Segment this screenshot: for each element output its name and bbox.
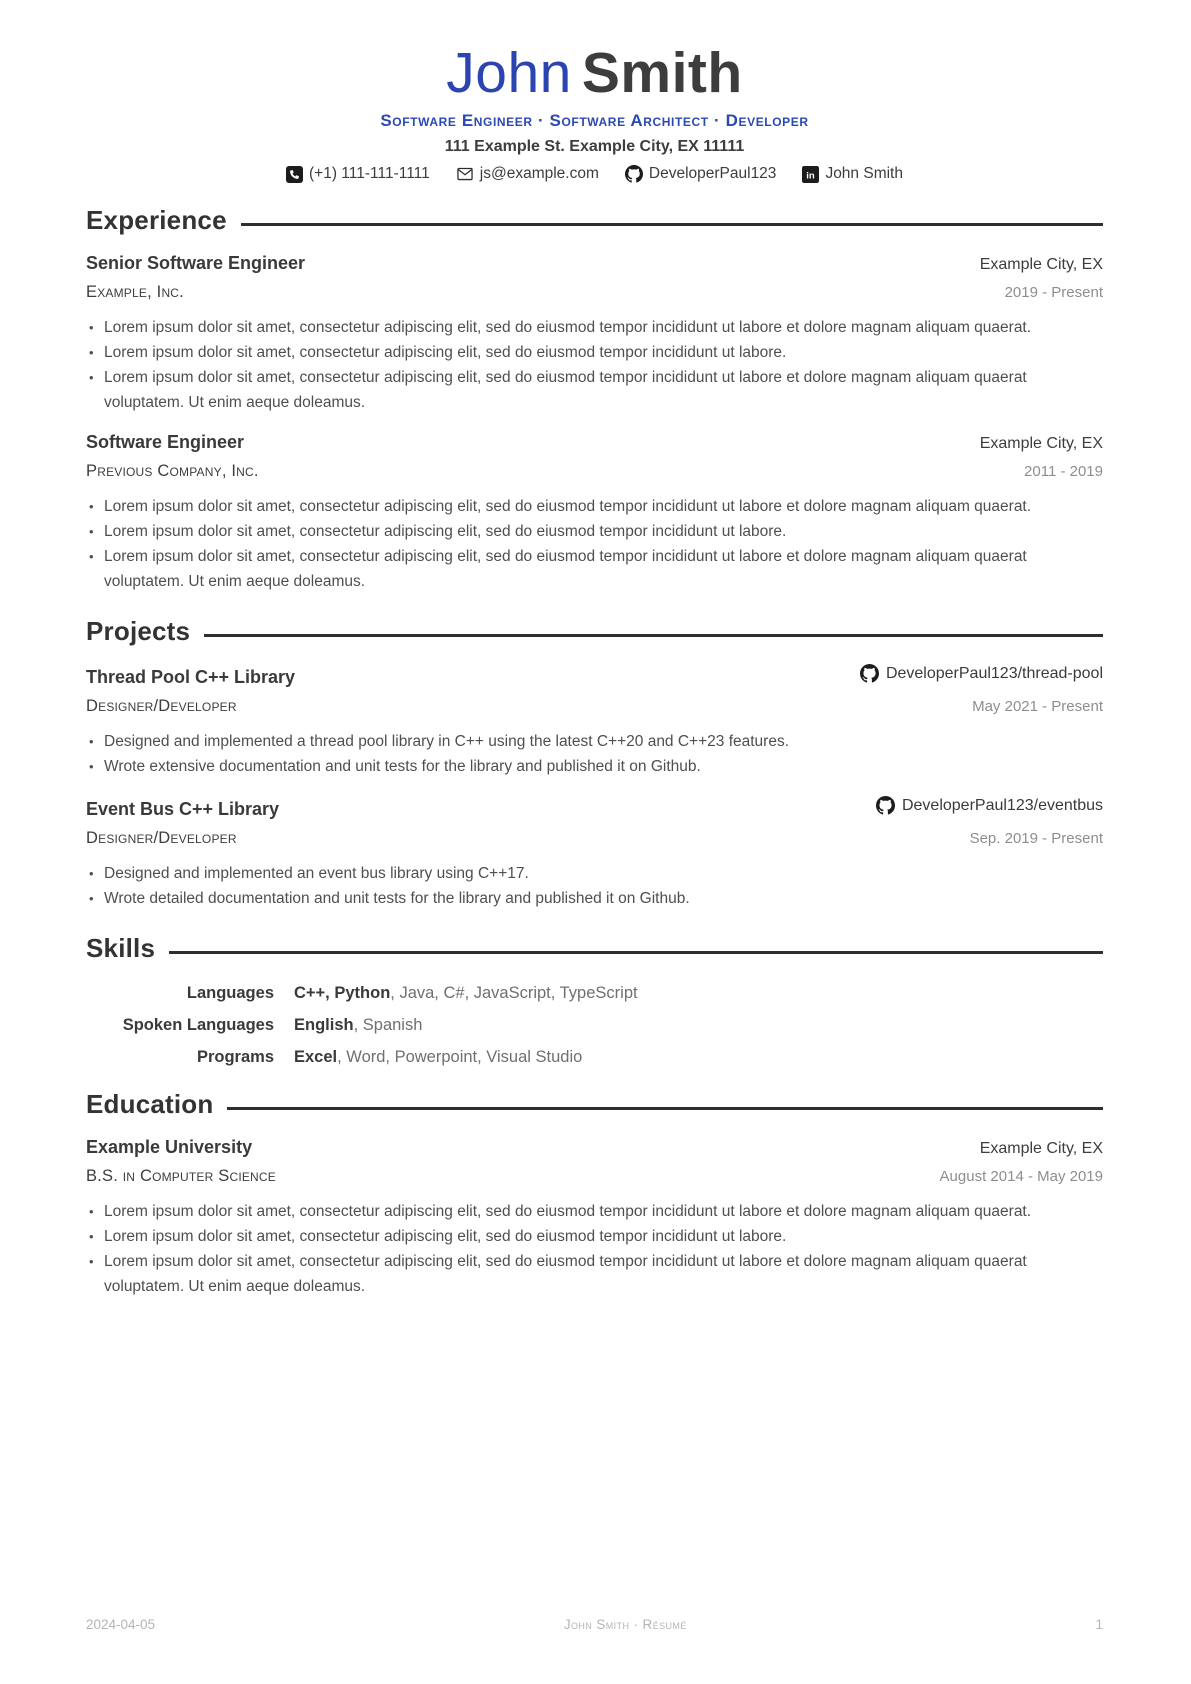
skill-category-label: Spoken Languages [122, 1016, 274, 1035]
skill-values [294, 984, 1103, 1003]
bullet-list [86, 729, 1103, 779]
skill-strong: English [294, 1016, 354, 1035]
skill-rest: , Word, Powerpoint, Visual Studio [337, 1048, 583, 1067]
bullet-item: • Designed and implemented an event bus library using C++17. [86, 861, 1103, 886]
company-name: Previous Company, Inc. [86, 462, 259, 481]
linkedin-icon [802, 166, 819, 183]
linkedin-profile-link[interactable] [802, 165, 903, 183]
github-username: DeveloperPaul123 [648, 165, 777, 183]
section-rule [241, 223, 1103, 226]
footer-page-number: 1 [1095, 1617, 1103, 1632]
skill-category-label: Programs [196, 1048, 274, 1067]
project-role: Designer/Developer [86, 829, 237, 848]
bullet-item: • Lorem ipsum dolor sit amet, consectetur adipiscing elit, sed do eiusmod tempor incididunt ut labore. [86, 340, 1103, 365]
bullet-list [86, 1199, 1103, 1299]
project-dates: May 2021 - Present [972, 698, 1103, 716]
education-heading [86, 1089, 1103, 1120]
email-address: js@example.com [479, 165, 599, 183]
section-rule [204, 634, 1103, 637]
bullet-item: • Lorem ipsum dolor sit amet, consectetur adipiscing elit, sed do eiusmod tempor incididunt ut labore et dolore magnam aliquam quaerat. [86, 1199, 1103, 1224]
job-tagline: Software Engineer · Software Architect · Developer [380, 111, 809, 131]
project-dates: Sep. 2019 - Present [969, 830, 1103, 848]
email-link[interactable] [456, 165, 599, 183]
page-footer [86, 1617, 1103, 1632]
full-name [86, 41, 1103, 105]
school-name: Example University [86, 1137, 253, 1158]
bullet-item: • Lorem ipsum dolor sit amet, consectetur adipiscing elit, sed do eiusmod tempor incididunt ut labore et dolore magnam aliquam quaerat. [86, 494, 1103, 519]
project-title: Event Bus C++ Library [86, 799, 280, 820]
skills-heading [86, 933, 1103, 964]
bullet-item: • Designed and implemented a thread pool library in C++ using the latest C++20 and C++23 features. [86, 729, 1103, 754]
job-location: Example City, EX [979, 256, 1103, 274]
github-icon [876, 796, 895, 815]
first-name: John [446, 41, 572, 105]
job-title: Software Engineer [86, 432, 245, 453]
repo-name: DeveloperPaul123/eventbus [901, 796, 1103, 814]
section-rule [227, 1107, 1103, 1110]
phone-number: (+1) 111-111-1111 [309, 165, 430, 183]
linkedin-name: John Smith [825, 165, 903, 183]
bullet-item: • Lorem ipsum dolor sit amet, consectetur adipiscing elit, sed do eiusmod tempor incididunt ut labore et dolore magnam aliquam quaerat. [86, 315, 1103, 340]
last-name: Smith [581, 41, 743, 105]
experience-entry [86, 432, 1103, 594]
skill-values [294, 1048, 1103, 1067]
section-projects [86, 616, 1103, 911]
svg-text:in: in [806, 170, 816, 182]
resume-header [86, 41, 1103, 183]
job-dates: 2019 - Present [1004, 284, 1103, 302]
experience-entry [86, 253, 1103, 415]
job-location: Example City, EX [979, 435, 1103, 453]
bullet-list [86, 494, 1103, 594]
degree-name: B.S. in Computer Science [86, 1167, 276, 1186]
skill-strong: C++, Python [294, 984, 391, 1003]
section-education [86, 1089, 1103, 1299]
github-profile-link[interactable] [625, 165, 777, 183]
project-repo-link[interactable] [876, 796, 1103, 815]
section-title: Experience [86, 205, 227, 236]
project-role: Designer/Developer [86, 697, 237, 716]
bullet-item: • Wrote detailed documentation and unit tests for the library and published it on Github. [86, 886, 1103, 911]
project-title: Thread Pool C++ Library [86, 667, 296, 688]
footer-title: John Smith · Résumé [563, 1617, 687, 1632]
section-experience [86, 205, 1103, 594]
bullet-item: • Lorem ipsum dolor sit amet, consectetur adipiscing elit, sed do eiusmod tempor incididunt ut labore et dolore magnam aliquam quaerat voluptatem. Ut enim aeque doleamus. [86, 544, 1103, 594]
school-location: Example City, EX [979, 1140, 1103, 1158]
skill-values [294, 1016, 1103, 1035]
street-address: 111 Example St. Example City, EX 11111 [444, 138, 745, 156]
github-icon [860, 664, 879, 683]
education-entry [86, 1137, 1103, 1299]
experience-heading [86, 205, 1103, 236]
email-icon [456, 165, 474, 183]
project-repo-link[interactable] [860, 664, 1103, 683]
project-entry [86, 796, 1103, 911]
skill-category-label: Languages [186, 984, 274, 1003]
section-title: Projects [86, 616, 191, 647]
skills-table [86, 984, 1103, 1067]
skill-rest: , Java, C#, JavaScript, TypeScript [390, 984, 638, 1003]
job-title: Senior Software Engineer [86, 253, 306, 274]
contact-row [86, 165, 1103, 183]
education-dates: August 2014 - May 2019 [939, 1168, 1103, 1186]
phone-icon [286, 166, 303, 183]
section-skills [86, 933, 1103, 1067]
projects-heading [86, 616, 1103, 647]
company-name: Example, Inc. [86, 283, 184, 302]
skill-strong: Excel [294, 1048, 338, 1067]
github-icon [625, 165, 643, 183]
phone-link[interactable] [286, 165, 430, 183]
bullet-list [86, 861, 1103, 911]
bullet-item: • Lorem ipsum dolor sit amet, consectetur adipiscing elit, sed do eiusmod tempor incididunt ut labore et dolore magnam aliquam quaerat voluptatem. Ut enim aeque doleamus. [86, 365, 1103, 415]
project-entry [86, 664, 1103, 779]
job-dates: 2011 - 2019 [1024, 463, 1103, 481]
section-title: Education [86, 1089, 214, 1120]
bullet-list [86, 315, 1103, 415]
bullet-item: • Lorem ipsum dolor sit amet, consectetur adipiscing elit, sed do eiusmod tempor incididunt ut labore. [86, 519, 1103, 544]
bullet-item: • Lorem ipsum dolor sit amet, consectetur adipiscing elit, sed do eiusmod tempor incididunt ut labore et dolore magnam aliquam quaerat voluptatem. Ut enim aeque doleamus. [86, 1249, 1103, 1299]
footer-date: 2024-04-05 [86, 1617, 156, 1632]
skill-rest: , Spanish [353, 1016, 423, 1035]
section-rule [169, 951, 1103, 954]
bullet-item: • Lorem ipsum dolor sit amet, consectetur adipiscing elit, sed do eiusmod tempor incididunt ut labore. [86, 1224, 1103, 1249]
bullet-item: • Wrote extensive documentation and unit tests for the library and published it on Github. [86, 754, 1103, 779]
repo-name: DeveloperPaul123/thread-pool [885, 664, 1103, 682]
section-title: Skills [86, 933, 156, 964]
